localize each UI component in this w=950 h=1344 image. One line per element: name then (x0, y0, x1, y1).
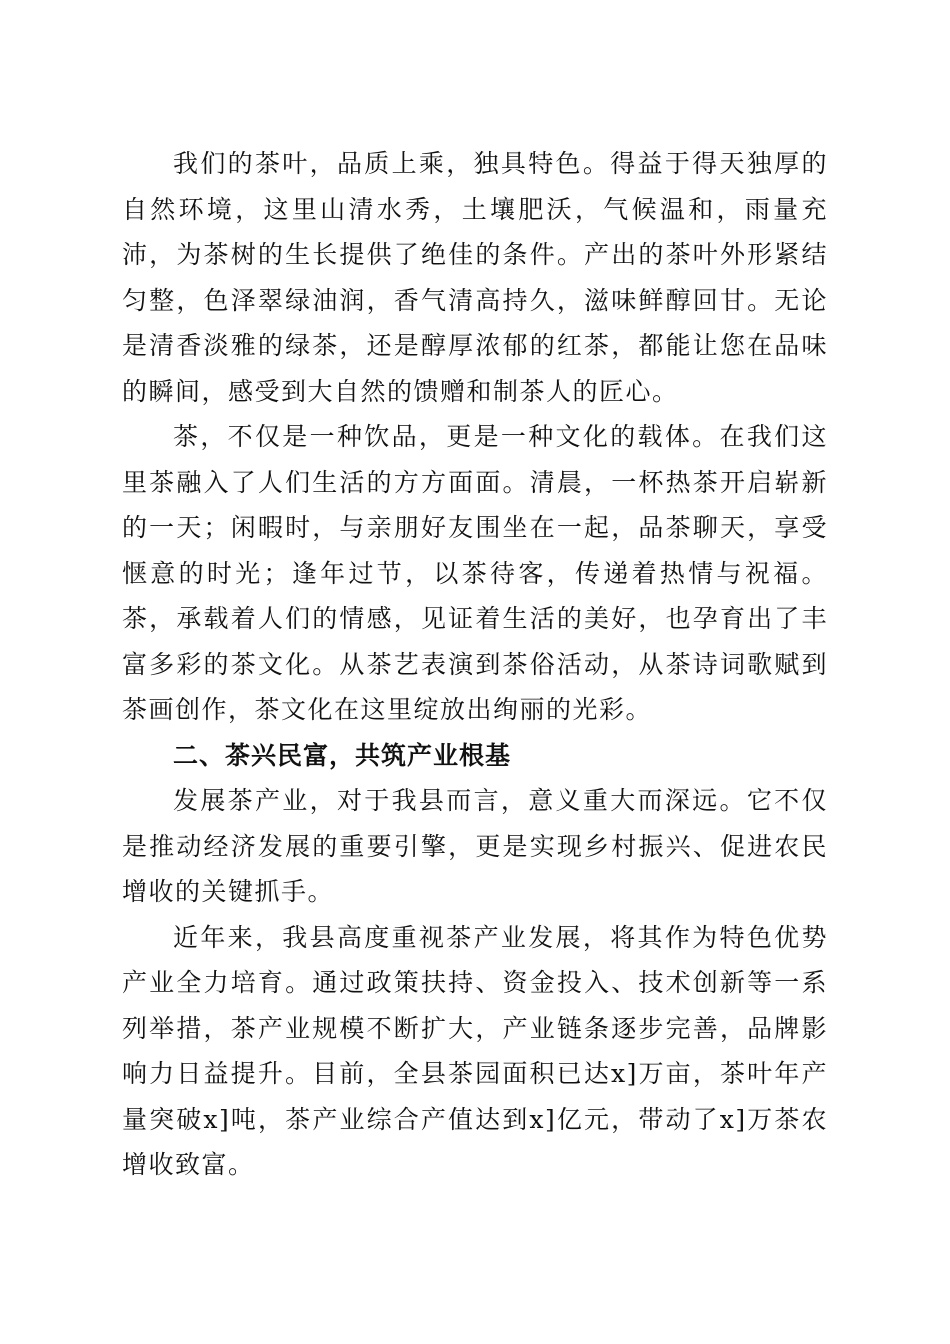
document-body (122, 141, 828, 1188)
paragraph-industry-significance: 发展茶产业，对于我县而言，意义重大而深远。它不仅是推动经济发展的重要引擎，更是实现乡村振兴、促进农民增收的关键抓手。 (122, 786, 828, 906)
section-heading: 二、茶兴民富，共筑产业根基 (173, 740, 512, 770)
paragraph-tea-culture: 茶，不仅是一种饮品，更是一种文化的载体。在我们这里茶融入了人们生活的方方面面。清晨，一杯热茶开启崭新的一天；闲暇时，与亲朋好友围坐在一起，品茶聊天，享受惬意的时光；逢年过节，以茶待客，传递着热情与祝福。茶，承载着人们的情感，见证着生活的美好，也孕育出了丰富多彩的茶文化。从茶艺表演到茶俗活动，从茶诗词歌赋到茶画创作，茶文化在这里绽放出绚丽的光彩。 (122, 422, 828, 724)
paragraph-tea-quality: 我们的茶叶，品质上乘，独具特色。得益于得天独厚的自然环境，这里山清水秀，土壤肥沃，气候温和，雨量充沛，为茶树的生长提供了绝佳的条件。产出的茶叶外形紧结匀整，色泽翠绿油润，香气清高持久，滋味鲜醇回甘。无论是清香淡雅的绿茶，还是醇厚浓郁的红茶，都能让您在品味的瞬间，感受到大自然的馈赠和制茶人的匠心。 (122, 149, 828, 406)
paragraph-industry-progress: 近年来，我县高度重视茶产业发展，将其作为特色优势产业全力培育。通过政策扶持、资金投入、技术创新等一系列举措，茶产业规模不断扩大，产业链条逐步完善，品牌影响力日益提升。目前，全县茶园面积已达x]万亩，茶叶年产量突破x]吨，茶产业综合产值达到x]亿元，带动了x]万茶农增收致富。 (122, 922, 828, 1179)
